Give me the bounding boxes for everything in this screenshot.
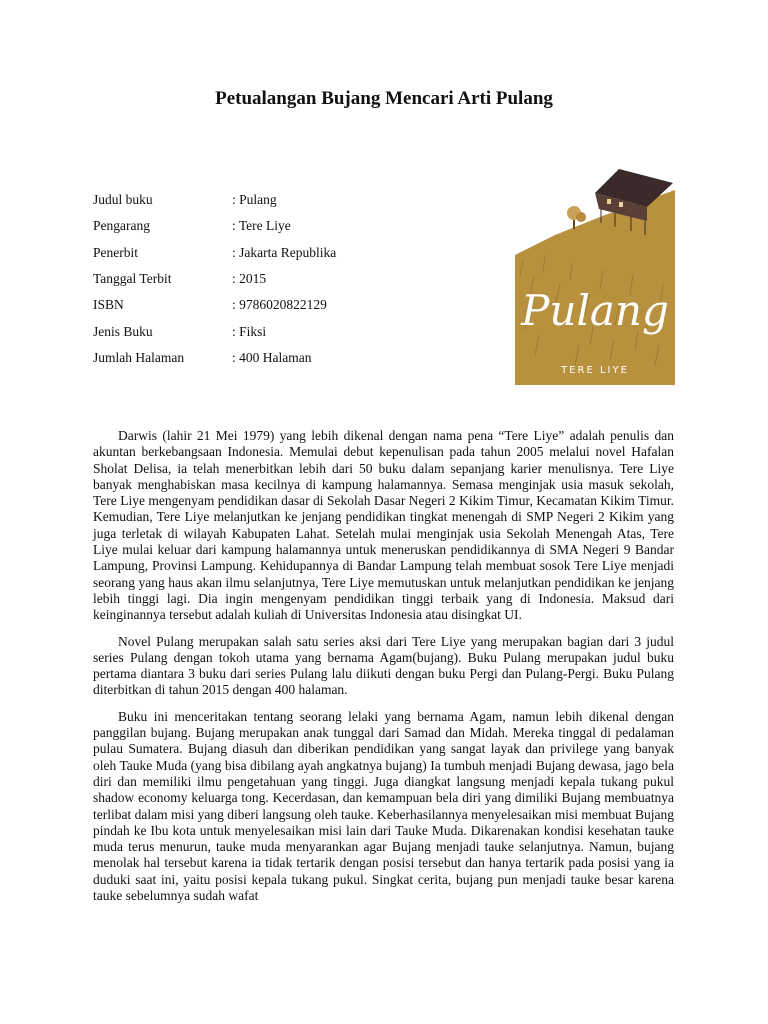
book-info-row xyxy=(93,345,473,371)
book-info-label: Judul buku xyxy=(93,192,153,208)
book-info-label: Penerbit xyxy=(93,244,138,260)
book-info-row xyxy=(93,266,473,292)
book-info-value: : 9786020822129 xyxy=(232,297,327,313)
book-info-value: : Pulang xyxy=(232,192,277,208)
book-info-label: Jenis Buku xyxy=(93,323,153,339)
book-info-label: Tanggal Terbit xyxy=(93,271,172,287)
book-info-row xyxy=(93,240,473,266)
paragraph: Buku ini menceritakan tentang seorang lelaki yang bernama Agam, namun lebih dikenal dengan panggilan bujang. Bujang merupakan anak tunggal dari Samad dan Midah. Mereka tinggal di pedalaman pulau Sumatera. Bujang diasuh dan diberikan pendidikan yang sangat layak dan privilege yang banyak oleh Tauke Muda (yang bisa dibilang ayah angkatnya bujang) Ia tumbuh menjadi Bujang dewasa, jago bela diri dan memiliki ilmu pengetahuan yang tinggi. Juga diangkat langsung menjadi kepala tukang pukul shadow economy keluarga tong. Kecerdasan, dan kemampuan bela diri yang dimiliki Bujang membuatnya terlibat dalam misi yang diberi langsung oleh tauke. Keberhasilannya menyelesaikan misi membuat Bujang pindah ke Ibu kota untuk menyelesaikan misi lain dari Tauke Muda. Dikarenakan kondisi kesehatan tauke muda terus menurun, tauke muda menyarankan agar Bujang menjadi tauke selanjutnya. Namun, bujang menolak hal tersebut karena ia tidak tertarik dengan posisi tersebut dan hanya tertarik pada posisi yang ia duduki saat ini, yaitu posisi kepala tukang pukul. Singkat cerita, bujang pun menjadi tauke besar karena tauke sebelumnya sudah wafat xyxy=(93,708,674,904)
book-info-row xyxy=(93,318,473,344)
book-cover-image xyxy=(515,155,675,385)
book-info-value: : Tere Liye xyxy=(232,218,291,234)
paragraph: Darwis (lahir 21 Mei 1979) yang lebih dikenal dengan nama pena “Tere Liye” adalah penulis dan akuntan berkebangsaan Indonesia. Memulai debut kepenulisan pada tahun 2005 melalui novel Hafalan Sholat Delisa, ia telah menerbitkan lebih dari 50 buku dalam sepanjang karier menulisnya. Tere Liye banyak menghabiskan masa kecilnya di kampung halamannya. Semasa menginjak usia masuk sekolah, Tere Liye mengenyam pendidikan dasar di Sekolah Dasar Negeri 2 Kikim Timur, Kecamatan Kikim Timur. Kemudian, Tere Liye melanjutkan ke jenjang pendidikan tingkat menengah di SMP Negeri 2 Kikim yang juga terletak di wilayah Kabupaten Lahat. Setelah mulai menginjak usia Sekolah Menengah Atas, Tere Liye mulai keluar dari kampung halamannya untuk meneruskan pendidikannya di SMA Negeri 9 Bandar Lampung, Provinsi Lampung. Kehidupannya di Bandar Lampung telah membuat sosok Tere Liye menjadi seorang yang haus akan ilmu selanjutnya, Tere Liye memutuskan untuk melanjutkan pendidikan ke jenjang lebih tinggi lagi. Dia ingin mengenyam pendidikan tinggi terbaik yang di Indonesia. Maksud dari keinginannya tersebut adalah kuliah di Universitas Indonesia atau disingkat UI. xyxy=(93,428,674,623)
cover-title: Pulang xyxy=(521,286,669,335)
book-info-row xyxy=(93,292,473,318)
book-info-value: : 400 Halaman xyxy=(232,349,312,365)
book-info-value: : Fiksi xyxy=(232,323,267,339)
book-info-value: : Jakarta Republika xyxy=(232,244,337,260)
article-body xyxy=(93,428,674,914)
book-info-label: ISBN xyxy=(93,297,124,313)
book-info-table xyxy=(93,187,473,371)
document-title: Petualangan Bujang Mencari Arti Pulang xyxy=(215,88,553,109)
book-info-row xyxy=(93,213,473,239)
book-info-label: Pengarang xyxy=(93,218,150,234)
paragraph: Novel Pulang merupakan salah satu series aksi dari Tere Liye yang merupakan bagian dari 3 judul series Pulang dengan tokoh utama yang bernama Agam(bujang). Buku Pulang merupakan judul buku pertama diantara 3 buku dari series Pulang lalu diikuti dengan buku Pergi dan Pulang-Pergi. Buku Pulang diterbitkan di tahun 2015 dengan 400 halaman. xyxy=(93,633,674,698)
book-info-label: Jumlah Halaman xyxy=(93,349,185,365)
cover-author: TERE LIYE xyxy=(561,365,629,376)
book-info-value: : 2015 xyxy=(232,271,267,287)
book-info-row xyxy=(93,187,473,213)
